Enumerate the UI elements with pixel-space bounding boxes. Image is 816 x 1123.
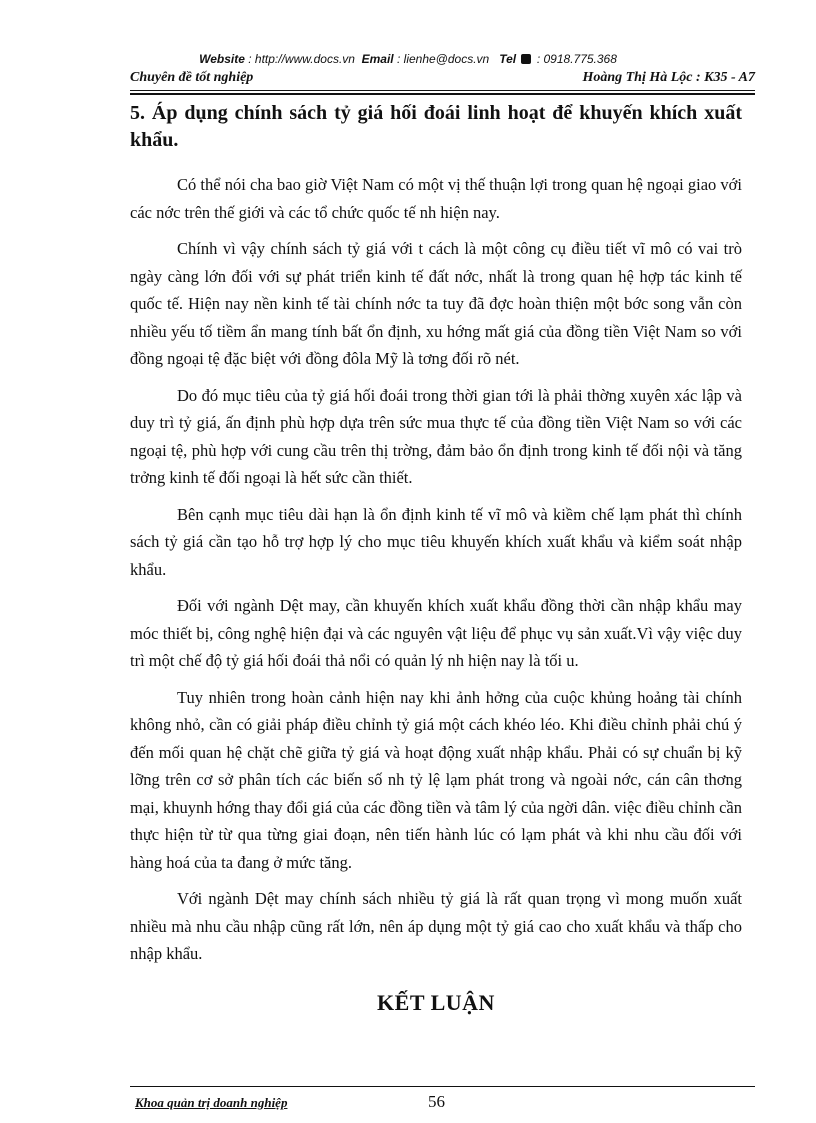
website-url[interactable]: : http://www.docs.vn xyxy=(248,52,355,66)
tel-label: Tel xyxy=(499,52,517,66)
page-number: 56 xyxy=(428,1092,445,1111)
section-heading: 5. Áp dụng chính sách tỷ giá hối đoái linh hoạt để khuyến khích xuất khẩu. xyxy=(130,102,742,151)
tel-value: : 0918.775.368 xyxy=(536,52,617,66)
paragraph: Do đó mục tiêu của tỷ giá hối đoái trong thời gian tới là phải thờng xuyên xác lập và duy trì tỷ giá, ấn định phù hợp dựa trên sức mua thực tế của đồng tiền Việt Nam so với các ngoại tệ, phù hợp với cung cầu trên thị trờng, đảm bảo ổn định trong kinh tế đối nội và tăng trởng kinh tế đối ngoại là hết sức cần thiết. xyxy=(130,385,742,487)
paragraph: Chính vì vậy chính sách tỷ giá với t cách là một công cụ điều tiết vĩ mô có vai trò ngày càng lớn đối với sự phát triển kinh tế đất nớc, nhất là trong quan hệ hợp tác kinh tế quốc tế. Hiện nay nền kinh tế tài chính nớc ta tuy đã đợc hoàn thiện một bớc song vẫn còn nhiều yếu tố tiềm ẩn mang tính bất ổn định, xu hớng mất giá của đồng tiền Việt Nam so với đồng ngoại tệ đặc biệt với đồng đôla Mỹ là tơng đối rõ nét. xyxy=(130,239,742,368)
header-rule-thick xyxy=(130,93,755,95)
paragraph: Bên cạnh mục tiêu dài hạn là ổn định kinh tế vĩ mô và kiềm chế lạm phát thì chính sách tỷ giá cần tạo hỗ trợ hợp lý cho mục tiêu khuyến khích xuất khẩu và kiểm soát nhập khẩu. xyxy=(130,504,742,579)
header-rule xyxy=(130,90,755,91)
header-left-title: Chuyên đề tốt nghiệp xyxy=(130,70,254,85)
header-author: Hoàng Thị Hà Lộc : K35 - A7 xyxy=(582,70,755,85)
paragraph: Tuy nhiên trong hoàn cảnh hiện nay khi ảnh hởng của cuộc khủng hoảng tài chính không nhỏ, cần có giải pháp điều chỉnh tỷ giá một cách khéo léo. Khi điều chỉnh phải chú ý đến mối quan hệ chặt chẽ giữa tỷ giá và hoạt động xuất nhập khẩu. Phải có sự chuẩn bị kỹ lỡng trên cơ sở phân tích các biến số nh tỷ lệ lạm phát trong và ngoài nớc, cán cân thơng mại, khuynh hớng thay đổi giá của các đồng tiền và tâm lý của ngời dân. việc điều chỉnh cần thực hiện từ từ qua từng giai đoạn, nên tiến hành lúc có lạm phát và khi nhu cầu đối với hàng hoá của ta đang ở mức tăng. xyxy=(130,687,742,872)
paragraph: Đối với ngành Dệt may, cần khuyến khích xuất khẩu đồng thời cần nhập khẩu may móc thiết bị, công nghệ hiện đại và các nguyên vật liệu để phục vụ sản xuất.Vì vậy việc duy trì một chế độ tỷ giá hối đoái thả nổi có quản lý nh hiện nay là tối u. xyxy=(130,596,742,670)
conclusion-heading: KẾT LUẬN xyxy=(377,989,495,1015)
email-value[interactable]: : lienhe@docs.vn xyxy=(396,52,490,66)
phone-icon xyxy=(521,54,531,64)
footer-rule xyxy=(130,1086,755,1087)
footer-department: Khoa quản trị doanh nghiệp xyxy=(135,1095,288,1110)
website-label: Website xyxy=(199,52,245,66)
website-contact-line xyxy=(0,52,816,66)
paragraph: Có thể nói cha bao giờ Việt Nam có một vị thế thuận lợi trong quan hệ ngoại giao với các nớc trên thế giới và các tổ chức quốc tế nh hiện nay. xyxy=(130,175,742,222)
page-content xyxy=(130,100,742,1016)
email-label: Email xyxy=(361,52,394,66)
paragraph: Với ngành Dệt may chính sách nhiều tỷ giá là rất quan trọng vì mong muốn xuất nhiều mà nhu cầu nhập cũng rất lớn, nên áp dụng một tỷ giá cao cho xuất khẩu và thấp cho nhập khẩu. xyxy=(130,889,742,963)
running-header xyxy=(130,70,755,88)
